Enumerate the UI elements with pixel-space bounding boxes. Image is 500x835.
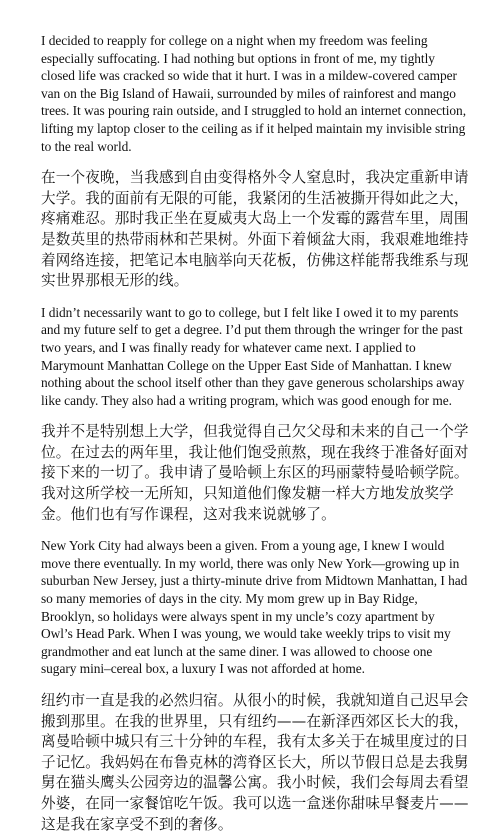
paragraph-chinese-1: 在一个夜晚，当我感到自由变得格外令人窒息时，我决定重新申请大学。我的面前有无限的可能，我紧闭的生活被撕开得如此之大，疼痛难忍。那时我正坐在夏威夷大岛上一个发霉的露营车里，周围是数英里的热带雨林和芒果树。外面下着倾盆大雨，我艰难地维持着网络连接，把笔记本电脑举向天花板，仿佛这样能帮我维系与现实世界那根无形的线。 (41, 169, 469, 290)
paragraph-chinese-2: 我并不是特别想上大学，但我觉得自己欠父母和未来的自己一个学位。在过去的两年里，我让他们饱受煎熬，现在我终于准备好面对接下来的一切了。我申请了曼哈顿上东区的玛丽蒙特曼哈顿学院。我对这所学校一无所知，只知道他们像发糖一样大方地发放奖学金。他们也有写作课程，这对我来说就够了。 (41, 423, 469, 523)
paragraph-english-3: New York City had always been a given. From a young age, I knew I would move there eventually. In my world, there was only New York—growing up in suburban New Jersey, just a thirty-minute drive from Midtown Manhattan, I had so many memories of days in the city. My mom grew up in Bay Ridge, Brooklyn, so holidays were always spent in my uncle’s cozy apartment by Owl’s Head Park. When I was young, we would take weekly trips to visit my grandmother and eat lunch at the same diner. I was allowed to choose one sugary mini–cereal box, a luxury I was not afforded at home. (41, 538, 468, 677)
paragraph-chinese-3: 纽约市一直是我的必然归宿。从很小的时候，我就知道自己迟早会搬到那里。在我的世界里，只有纽约——在新泽西郊区长大的我，离曼哈顿中城只有三十分钟的车程，我有太多关于在城里度过的日子记忆。我妈妈在布鲁克林的湾脊区长大，所以节假日总是去我舅舅在猫头鹰头公园旁边的温馨公寓。我小时候，我们会每周去看望外婆，在同一家餐馆吃午饭。我可以选一盒迷你甜味早餐麦片——这是我在家享受不到的奢侈。 (41, 692, 469, 833)
document-page (41, 32, 469, 835)
paragraph-english-2: I didn’t necessarily want to go to college, but I felt like I owed it to my parents and my future self to get a degree. I’d put them through the wringer for the past two years, and I was finally ready for whatever came next. I applied to Marymount Manhattan College on the Upper East Side of Manhattan. I knew nothing about the school itself other than they gave generous scholarships away like candy. They also had a writing program, which was good enough for me. (41, 304, 465, 408)
paragraph-english-1: I decided to reapply for college on a night when my freedom was feeling especially suffocating. I had nothing but options in front of me, my tightly closed life was cracked so wide that it hurt. I was in a mildew-covered camper van on the Big Island of Hawaii, surrounded by miles of rainforest and mango trees. It was pouring rain outside, and I struggled to hold an internet connection, lifting my laptop closer to the ceiling as if it helped maintain my invisible string to the real world. (41, 33, 466, 154)
